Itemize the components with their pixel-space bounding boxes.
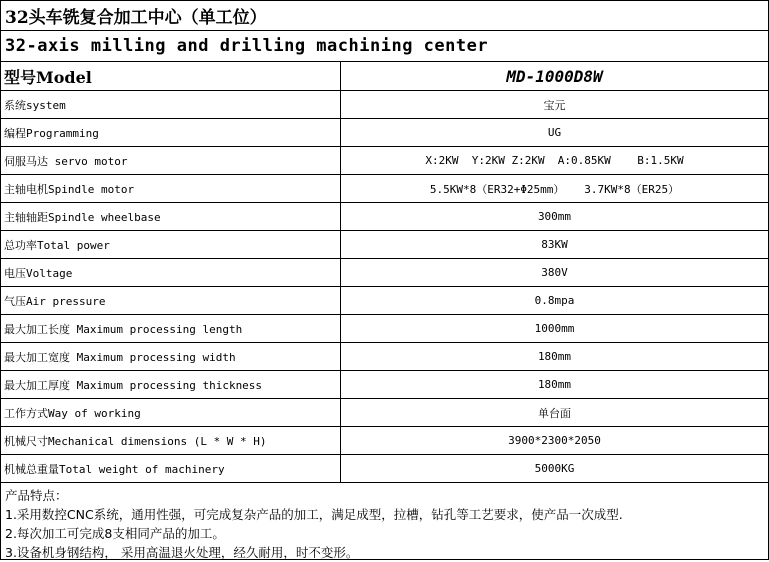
spec-value: 1000mm xyxy=(534,322,575,335)
spec-label: 系统system xyxy=(1,91,341,118)
table-row xyxy=(1,231,768,259)
spec-value: 180mm xyxy=(537,350,572,363)
feature-item: 3.设备机身钢结构， 采用高温退火处理，经久耐用，时不变形。 xyxy=(5,545,359,560)
table-row xyxy=(1,287,768,315)
spec-label: 气压Air pressure xyxy=(1,287,341,314)
spec-value: 180mm xyxy=(537,378,572,391)
spec-label: 编程Programming xyxy=(1,119,341,146)
table-row xyxy=(1,91,768,119)
page-title: 32头车铣复合加工中心（单工位） xyxy=(1,1,768,31)
feature-item: 2.每次加工可完成8支相同产品的加工。 xyxy=(5,526,225,541)
model-label: 型号Model xyxy=(1,62,341,90)
table-row xyxy=(1,147,768,175)
spec-label: 机械总重量Total weight of machinery xyxy=(1,455,341,482)
spec-value: 300mm xyxy=(537,210,572,223)
spec-label: 主轴轴距Spindle wheelbase xyxy=(1,203,341,230)
spec-label: 总功率Total power xyxy=(1,231,341,258)
spec-label: 机械尺寸Mechanical dimensions (L * W * H) xyxy=(1,427,341,454)
table-row xyxy=(1,203,768,231)
table-row xyxy=(1,455,768,483)
spec-label: 工作方式Way of working xyxy=(1,399,341,426)
spec-label: 最大加工宽度 Maximum processing width xyxy=(1,343,341,370)
spec-label: 最大加工厚度 Maximum processing thickness xyxy=(1,371,341,398)
feature-item: 1.采用数控CNC系统，通用性强，可完成复杂产品的加工，满足成型，拉槽，钻孔等工艺要求，使产品一次成型. xyxy=(5,507,623,522)
table-row xyxy=(1,315,768,343)
table-row xyxy=(1,371,768,399)
table-row xyxy=(1,343,768,371)
spec-table-header xyxy=(1,62,768,91)
spec-value: 宝元 xyxy=(543,98,566,112)
spec-label: 主轴电机Spindle motor xyxy=(1,175,341,202)
spec-label: 电压Voltage xyxy=(1,259,341,286)
spec-value: 380V xyxy=(541,266,568,279)
table-row xyxy=(1,259,768,287)
product-features xyxy=(1,483,768,562)
table-row xyxy=(1,427,768,455)
spec-value: 3900*2300*2050 xyxy=(508,434,601,447)
table-row xyxy=(1,399,768,427)
features-heading: 产品特点： xyxy=(5,488,68,503)
spec-label: 最大加工长度 Maximum processing length xyxy=(1,315,341,342)
spec-value: 83KW xyxy=(541,238,568,251)
model-value: MD-1000D8W xyxy=(506,66,603,86)
spec-value: 单台面 xyxy=(538,406,571,420)
table-row xyxy=(1,119,768,147)
spec-value: X:2KW Y:2KW Z:2KW A:0.85KW B:1.5KW xyxy=(425,154,684,167)
table-row xyxy=(1,175,768,203)
spec-value: 0.8mpa xyxy=(534,294,575,307)
spec-value: 5000KG xyxy=(534,462,575,475)
page-subtitle: 32-axis milling and drilling machining center xyxy=(1,31,768,62)
spec-value: 5.5KW*8（ER32+Φ25mm） 3.7KW*8（ER25） xyxy=(429,182,680,196)
spec-label: 伺服马达 servo motor xyxy=(1,147,341,174)
spec-value: UG xyxy=(547,126,562,139)
